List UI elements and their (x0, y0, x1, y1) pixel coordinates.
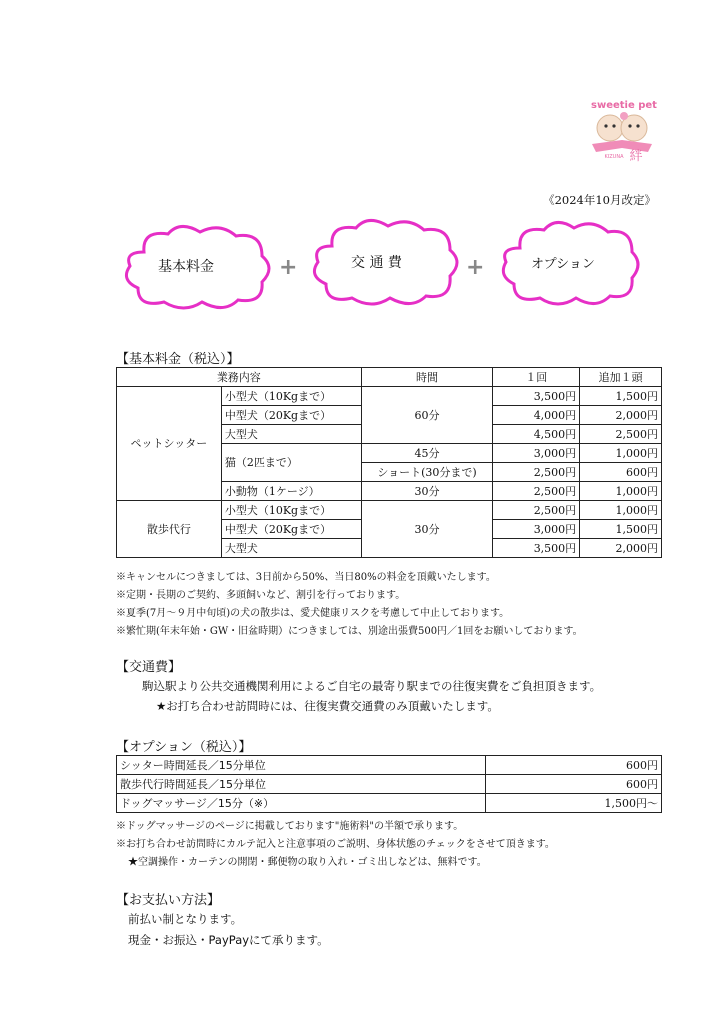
cell-once: 4,000円 (493, 406, 580, 425)
option-price: 1,500円〜 (486, 794, 662, 813)
cell-once: 2,500円 (493, 501, 580, 520)
basic-fee-title: 【基本料金（税込）】 (116, 352, 240, 367)
cloud-label-basic: 基本料金 (158, 259, 214, 275)
brand-logo (578, 94, 670, 164)
option-title: 【オプション（税込）】 (116, 740, 252, 755)
table-row (117, 501, 662, 520)
cell-once: 3,000円 (493, 444, 580, 463)
revision-date: 《2024年10月改定》 (543, 193, 656, 207)
basic-note: ※定期・長期のご契約、多頭飼いなど、割引を行っております。 (116, 590, 406, 601)
cell-extra: 1,500円 (580, 387, 662, 406)
option-name: シッター時間延長／15分単位 (117, 756, 486, 775)
header-once: １回 (493, 368, 580, 387)
header-service: 業務内容 (117, 368, 362, 387)
cell-extra: 1,000円 (580, 482, 662, 501)
cell-once: 4,500円 (493, 425, 580, 444)
option-name: ドッグマッサージ／15分（※） (117, 794, 486, 813)
cell-item: 猫（2匹まで） (221, 444, 361, 482)
header-extra: 追加１頭 (580, 368, 662, 387)
option-price: 600円 (486, 756, 662, 775)
option-note: ★空調操作・カーテンの開閉・郵便物の取り入れ・ゴミ出しなどは、無料です。 (128, 857, 487, 868)
cell-extra: 2,500円 (580, 425, 662, 444)
option-note: ※お打ち合わせ訪問時にカルテ記入と注意事項のご説明、身体状態のチェックをさせて頂きます。 (116, 839, 555, 850)
logo-text: sweetie pet (591, 100, 657, 111)
cell-once: 2,500円 (493, 482, 580, 501)
basic-note: ※夏季(7月〜９月中旬頃)の犬の散歩は、愛犬健康リスクを考慮して中止しております。 (116, 608, 510, 619)
cell-extra: 1,000円 (580, 501, 662, 520)
cell-item: 小動物（1ケージ） (221, 482, 361, 501)
header-time: 時間 (361, 368, 493, 387)
logo-sub: KIZUNA (604, 154, 624, 160)
table-row (117, 775, 662, 794)
table-header-row (117, 368, 662, 387)
cell-time: 30分 (361, 482, 493, 501)
transport-line-2: ★お打ち合わせ訪問時には、往復実費交通費のみ頂戴いたします。 (156, 699, 499, 713)
payment-title: 【お支払い方法】 (116, 893, 221, 908)
cell-once: 3,000円 (493, 520, 580, 539)
cell-extra: 1,500円 (580, 520, 662, 539)
logo-kanji: 絆 (629, 149, 643, 164)
basic-note: ※繁忙期(年末年始・GW・旧盆時期）につきましては、別途出張費500円／1回をお願いしております。 (116, 626, 583, 637)
cell-time: ショート(30分まで) (361, 463, 493, 482)
cell-time: 45分 (361, 444, 493, 463)
cloud-label-transport: 交 通 費 (351, 255, 402, 271)
cell-item: 中型犬（20Kgまで） (221, 406, 361, 425)
cell-extra: 1,000円 (580, 444, 662, 463)
cell-item: 小型犬（10Kgまで） (221, 387, 361, 406)
table-row (117, 387, 662, 406)
basic-note: ※キャンセルにつきましては、3日前から50%、当日80%の料金を頂戴いたします。 (116, 572, 496, 583)
transport-title: 【交通費】 (116, 660, 182, 675)
option-price: 600円 (486, 775, 662, 794)
basic-fee-table (116, 367, 662, 558)
payment-line-2: 現金・お振込・PayPayにて承ります。 (128, 933, 329, 947)
cell-item: 大型犬 (221, 425, 361, 444)
plus-sign-2: + (466, 255, 485, 280)
option-table (116, 755, 662, 813)
cell-extra: 2,000円 (580, 406, 662, 425)
cell-time: 60分 (361, 387, 493, 444)
cell-extra: 600円 (580, 463, 662, 482)
group-walk: 散歩代行 (117, 501, 222, 558)
plus-sign-1: + (279, 255, 298, 280)
cloud-label-option: オプション (531, 257, 595, 272)
transport-line-1: 駒込駅より公共交通機関利用によるご自宅の最寄り駅までの往復実費をご負担頂きます。 (142, 679, 602, 693)
table-row (117, 794, 662, 813)
cell-once: 2,500円 (493, 463, 580, 482)
option-name: 散歩代行時間延長／15分単位 (117, 775, 486, 794)
cell-extra: 2,000円 (580, 539, 662, 558)
cell-once: 3,500円 (493, 387, 580, 406)
cell-time: 30分 (361, 501, 493, 558)
group-pet-sitter: ペットシッター (117, 387, 222, 501)
cell-item: 小型犬（10Kgまで） (221, 501, 361, 520)
payment-line-1: 前払い制となります。 (128, 912, 243, 926)
table-row (117, 756, 662, 775)
option-note: ※ドッグマッサージのページに掲載しております"施術料"の半額で承ります。 (116, 821, 464, 832)
cell-once: 3,500円 (493, 539, 580, 558)
cell-item: 中型犬（20Kgまで） (221, 520, 361, 539)
cell-item: 大型犬 (221, 539, 361, 558)
